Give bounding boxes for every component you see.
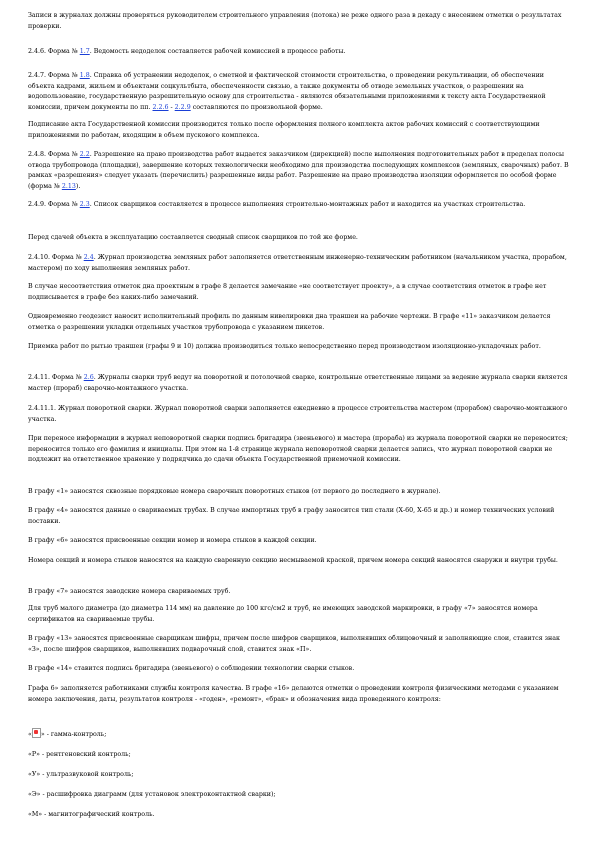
list-item-xray: «Р» - рентгеновский контроль; — [28, 751, 131, 758]
form-link-2-6[interactable]: 2.6 — [83, 374, 94, 381]
paragraph-welders-summary: Перед сдачей объекта в эксплуатацию составляется сводный список сварщиков по той же форме. — [28, 234, 358, 241]
paragraph-2-4-7: 2.4.7. Форма № 1.8. Справка об устранении недоделок, о сметной и фактической стоимости строительства, о проведении рекультивации, об обеспечении объекта кадрами, жильем и объектами соцкультбыта, обеспеченности связью, а также документы об отводе земельных участков, о разрешении на водопользование, государственную разрешительную основу для строительства - являются обязательными приложениями к тексту акта Государственной комиссии, причем документы по пп. 2.2.6 - 2.2.9 составляются по произвольной форме. — [28, 72, 546, 111]
paragraph-geodesist: Одновременно геодезист наносит исполнительный профиль по данным нивелировки дна траншеи на рабочие чертежи. В графе «11» заказчиком делается отметка о разрешении укладки отдельных участков трубопровода с указанием пикетов. — [28, 313, 551, 331]
paragraph-trench-acceptance: Приемка работ по рытью траншеи (графы 9 и 10) должна производиться только непосредственно перед производством изоляционно-укладочных работ. — [28, 343, 541, 350]
list-item-diagrams: «Э» - расшифровка диаграмм (для установок электроконтактной сварки); — [28, 791, 276, 798]
list-item-ultrasound: «У» - ультразвуковой контроль; — [28, 771, 134, 778]
paragraph-small-diameter: Для труб малого диаметра (до диаметра 114 мм) на давление до 100 кгс/см2 и труб, не имеющих заводской маркировки, в графу «7» заносятся номера сертификатов на свариваемые трубы. — [28, 605, 538, 623]
paragraph-column-16: Графа 6» заполняется работниками службы контроля качества. В графе «16» делаются отметки о проведении контроля физическими методами с указанием номера заключения, даты, результатов контроля - «годен», «ремонт», «брак» и обозначения вида проведенного контроля: — [28, 685, 559, 703]
form-link-1-8[interactable]: 1.8 — [79, 72, 90, 79]
list-item-magnetographic: «М» - магнитографический контроль. — [28, 811, 155, 818]
paragraph-2-4-6: 2.4.6. Форма № 1.7. Ведомость недоделок составляется рабочей комиссией в процессе работы. — [28, 48, 346, 55]
list-item-gamma: « » - гамма-контроль; — [28, 728, 572, 741]
form-link-2-13[interactable]: 2.13 — [61, 182, 76, 190]
paragraph-2-4-10: 2.4.10. Форма № 2.4. Журнал производства земляных работ заполняется ответственным инженерно-техническим работником (начальником участка, прорабом, мастером) по ходу выполнения земляных работ. — [28, 254, 567, 272]
paragraph-2-4-9: 2.4.9. Форма № 2.3. Список сварщиков составляется в процессе выполнения строительно-монтажных работ и находится на участках строительства. — [28, 201, 526, 208]
form-link-2-4[interactable]: 2.4 — [83, 254, 94, 261]
paragraph-2-4-11: 2.4.11. Форма № 2.6. Журналы сварки труб ведут на поворотной и потолочной сварке, контрольные ответственные лицами за ведение журнала сварки является мастер (прораб) сварочно-монтажного участка. — [28, 374, 568, 392]
clause-link-2-2-9[interactable]: 2.2.9 — [174, 103, 191, 111]
paragraph-column-1: В графу «1» заносятся сквозные порядковые номера сварочных поворотных стыков (от первого до последнего в журнале). — [28, 488, 441, 495]
form-link-2-3[interactable]: 2.3 — [79, 201, 90, 208]
paragraph-state-commission: Подписание акта Государственной комиссии производится только после оформления полного комплекта актов рабочих комиссий с соответствующими приложениями по работам, входящим в объем пускового комплекса. — [28, 121, 540, 139]
paragraph-trench-marks: В случае несоответствия отметок дна проектным в графе 8 делается замечание «не соответствует проекту», а в случае соответствия отметок в графе нет подписывается в графе без каких-либо замечаний. — [28, 283, 547, 301]
form-link-1-7[interactable]: 1.7 — [79, 48, 90, 55]
paragraph-section-numbers: Номера секций и номера стыков наносятся на каждую сваренную секцию несмываемой краской, причем номера секций наносятся снаружи и внутри трубы. — [28, 557, 558, 564]
clause-link-2-2-6[interactable]: 2.2.6 — [152, 103, 169, 111]
paragraph-column-6: В графу «6» заносятся присвоенные секции номер и номера стыков в каждой секции. — [28, 537, 317, 544]
paragraph-journal-check: Записи в журналах должны проверяться руководителем строительного управления (потока) не реже одного раза в декаду с внесением отметки о результатах проверки. — [28, 12, 562, 30]
paragraph-column-13: В графу «13» заносятся присвоенные сварщикам шифры, причем после шифров сварщиков, выполнявших облицовочный и заполняющие слои, ставится знак «З», после шифров сварщиков, выполнявших подварочный слой, ставится знак «П». — [28, 635, 560, 653]
paragraph-column-4: В графу «4» заносятся данные о свариваемых трубах. В случае импортных труб в графу заносится тип стали (Х-60, Х-65 и др.) и номер технических условий поставки. — [28, 507, 555, 525]
paragraph-transfer-info: При переносе информации в журнал неповоротной сварки подпись бригадира (звеньевого) и мастера (прораба) из журнала поворотной сварки не переносится; переносится только его фамилия и инициалы. При этом на 1-й странице журнала неповоротной сварки делается запись, что журнал поворотной сварки не подлежит на ответственное хранение у подрядчика до сдачи объекта Государственной приемочной комиссии. — [28, 435, 568, 464]
paragraph-column-7: В графу «7» заносятся заводские номера свариваемых труб. — [28, 588, 231, 595]
form-link-2-2[interactable]: 2.2 — [79, 151, 90, 158]
paragraph-2-4-8: 2.4.8. Форма № 2.2. Разрешение на право производства работ выдается заказчиком (дирекцией) после выполнения подготовительных работ в пределах полосы отвода трубопровода (площадки), завершение которых технологически необходимо для производства последующих комплексов (земляных, сварочных) работ. В рамках «разрешения» следует указать (перечислить) разрешенные виды работ. Разрешение на право производства изоляции оформляется по особой форме (форма № 2.13). — [28, 151, 569, 190]
paragraph-2-4-11-1: 2.4.11.1. Журнал поворотной сварки. Журнал поворотной сварки заполняется ежедневно в процессе строительства мастером (прорабом) сварочно-монтажного участка. — [28, 405, 568, 423]
paragraph-column-14: В графе «14» ставится подпись бригадира (звеньевого) о соблюдении технологии сварки стыков. — [28, 665, 355, 672]
broken-image-icon — [32, 728, 41, 738]
